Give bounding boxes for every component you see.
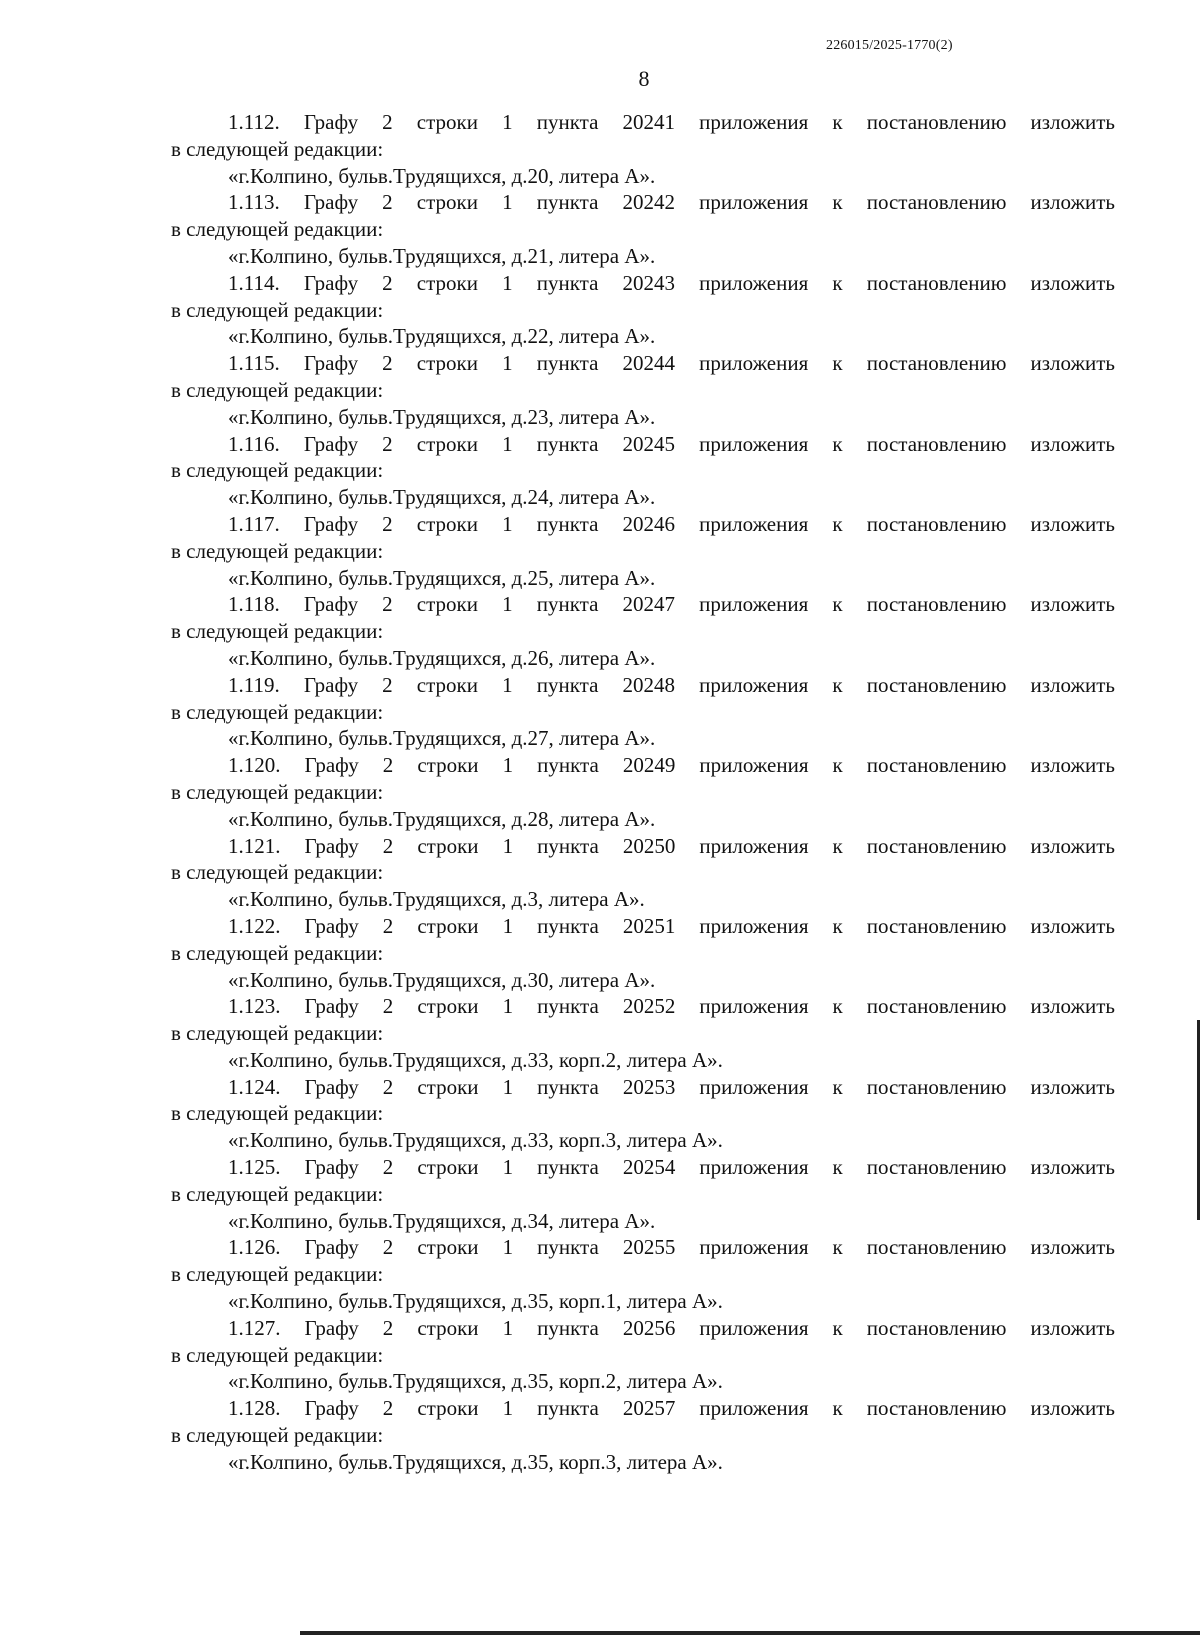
item-text-continuation: в следующей редакции: — [171, 377, 384, 402]
list-item — [171, 109, 1115, 189]
item-text: 1.112. Графу 2 строки 1 пункта 20241 приложения к постановлению изложить — [228, 110, 1115, 134]
item-text: 1.113. Графу 2 строки 1 пункта 20242 приложения к постановлению изложить — [228, 190, 1115, 215]
list-item — [171, 511, 1115, 591]
list-item — [171, 833, 1115, 913]
item-text-continuation: в следующей редакции: — [171, 458, 384, 483]
item-text: 1.114. Графу 2 строки 1 пункта 20243 приложения к постановлению изложить — [228, 270, 1115, 295]
page-number: 8 — [638, 66, 650, 91]
item-address: «г.Колпино, бульв.Трудящихся, д.26, литера А». — [228, 645, 656, 670]
list-item — [171, 1074, 1115, 1154]
list-item — [171, 431, 1115, 511]
item-text-continuation: в следующей редакции: — [171, 1342, 384, 1367]
scan-edge-line — [300, 1631, 1200, 1635]
item-text-continuation: в следующей редакции: — [171, 779, 384, 804]
item-address: «г.Колпино, бульв.Трудящихся, д.30, литера А». — [228, 967, 656, 992]
item-text-continuation: в следующей редакции: — [171, 699, 384, 724]
item-text-continuation: в следующей редакции: — [171, 297, 384, 322]
list-item — [171, 189, 1115, 269]
item-text: 1.115. Графу 2 строки 1 пункта 20244 приложения к постановлению изложить — [228, 351, 1115, 376]
list-item — [171, 672, 1115, 752]
item-address: «г.Колпино, бульв.Трудящихся, д.21, литера А». — [228, 243, 656, 268]
list-item — [171, 591, 1115, 671]
item-text: 1.124. Графу 2 строки 1 пункта 20253 приложения к постановлению изложить — [228, 1074, 1115, 1099]
item-address: «г.Колпино, бульв.Трудящихся, д.28, литера А». — [228, 806, 656, 831]
item-address: «г.Колпино, бульв.Трудящихся, д.34, литера А». — [228, 1208, 656, 1233]
item-text-continuation: в следующей редакции: — [171, 136, 384, 161]
item-text: 1.125. Графу 2 строки 1 пункта 20254 приложения к постановлению изложить — [228, 1155, 1115, 1180]
list-item — [171, 913, 1115, 993]
list-item — [171, 1315, 1115, 1395]
item-text-continuation: в следующей редакции: — [171, 619, 384, 644]
item-text-continuation: в следующей редакции: — [171, 860, 384, 885]
item-text: 1.118. Графу 2 строки 1 пункта 20247 приложения к постановлению изложить — [228, 592, 1115, 617]
item-address: «г.Колпино, бульв.Трудящихся, д.25, литера А». — [228, 565, 656, 590]
item-address: «г.Колпино, бульв.Трудящихся, д.35, корп.1, литера А». — [228, 1289, 723, 1314]
document-id: 226015/2025-1770(2) — [826, 38, 953, 53]
item-address: «г.Колпино, бульв.Трудящихся, д.33, корп.3, литера А». — [228, 1128, 723, 1153]
list-item — [171, 752, 1115, 832]
item-text-continuation: в следующей редакции: — [171, 1262, 384, 1287]
item-text: 1.117. Графу 2 строки 1 пункта 20246 приложения к постановлению изложить — [228, 511, 1115, 536]
item-address: «г.Колпино, бульв.Трудящихся, д.20, литера А». — [228, 163, 656, 188]
document-body — [171, 109, 1115, 1476]
item-address: «г.Колпино, бульв.Трудящихся, д.35, корп.3, литера А». — [228, 1449, 723, 1474]
item-address: «г.Колпино, бульв.Трудящихся, д.35, корп.2, литера А». — [228, 1369, 723, 1394]
item-address: «г.Колпино, бульв.Трудящихся, д.24, литера А». — [228, 485, 656, 510]
item-text: 1.119. Графу 2 строки 1 пункта 20248 приложения к постановлению изложить — [228, 672, 1115, 697]
list-item — [171, 350, 1115, 430]
item-text-continuation: в следующей редакции: — [171, 538, 384, 563]
item-address: «г.Колпино, бульв.Трудящихся, д.3, литера А». — [228, 887, 645, 912]
item-text: 1.127. Графу 2 строки 1 пункта 20256 приложения к постановлению изложить — [228, 1315, 1115, 1340]
list-item — [171, 993, 1115, 1073]
item-text-continuation: в следующей редакции: — [171, 940, 384, 965]
item-text: 1.116. Графу 2 строки 1 пункта 20245 приложения к постановлению изложить — [228, 431, 1115, 456]
item-text: 1.120. Графу 2 строки 1 пункта 20249 приложения к постановлению изложить — [228, 753, 1115, 778]
list-item — [171, 1234, 1115, 1314]
list-item — [171, 1395, 1115, 1475]
item-text-continuation: в следующей редакции: — [171, 217, 384, 242]
item-text-continuation: в следующей редакции: — [171, 1181, 384, 1206]
item-address: «г.Колпино, бульв.Трудящихся, д.22, литера А». — [228, 324, 656, 349]
item-address: «г.Колпино, бульв.Трудящихся, д.23, литера А». — [228, 404, 656, 429]
item-text: 1.122. Графу 2 строки 1 пункта 20251 приложения к постановлению изложить — [228, 913, 1115, 938]
item-text-continuation: в следующей редакции: — [171, 1101, 384, 1126]
item-text-continuation: в следующей редакции: — [171, 1021, 384, 1046]
item-text-continuation: в следующей редакции: — [171, 1423, 384, 1448]
list-item — [171, 270, 1115, 350]
item-address: «г.Колпино, бульв.Трудящихся, д.33, корп.2, литера А». — [228, 1047, 723, 1072]
list-item — [171, 1154, 1115, 1234]
item-text: 1.128. Графу 2 строки 1 пункта 20257 приложения к постановлению изложить — [228, 1396, 1115, 1421]
item-text: 1.121. Графу 2 строки 1 пункта 20250 приложения к постановлению изложить — [228, 833, 1115, 858]
item-text: 1.126. Графу 2 строки 1 пункта 20255 приложения к постановлению изложить — [228, 1235, 1115, 1260]
item-address: «г.Колпино, бульв.Трудящихся, д.27, литера А». — [228, 726, 656, 751]
item-text: 1.123. Графу 2 строки 1 пункта 20252 приложения к постановлению изложить — [228, 994, 1115, 1019]
